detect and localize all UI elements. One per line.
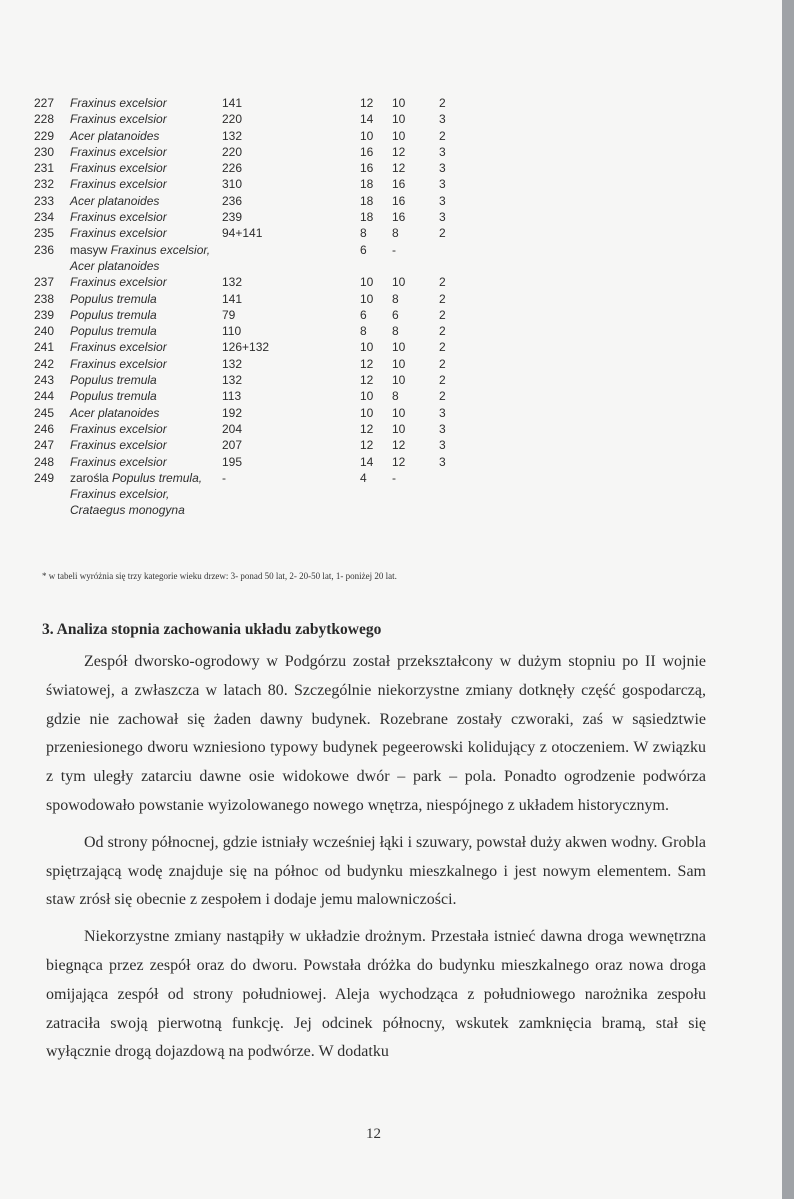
table-row [34,323,484,339]
table-row [34,144,484,160]
crown-diameter: 16 [392,210,406,225]
tree-height: 4 [360,470,367,485]
tree-height: 12 [360,356,374,371]
table-row [34,291,484,307]
species-cell [70,144,214,160]
species-name: Populus tremula [70,324,157,339]
trunk-circumference: 126+132 [222,340,270,355]
species-name: Fraxinus excelsior [70,340,167,355]
tree-number: 227 [34,96,55,110]
crown-diameter: 10 [392,421,406,436]
crown-diameter: 12 [392,144,406,159]
trunk-circumference: 310 [222,177,243,192]
tree-height: 10 [360,405,374,420]
tree-height: 8 [360,324,367,339]
species-cell [70,128,214,144]
age-category: 2 [439,291,446,306]
species-name: Fraxinus excelsior [70,454,167,469]
trunk-circumference: 220 [222,144,243,159]
table-row [34,111,484,127]
tree-number: 245 [34,405,55,420]
species-cell [70,421,214,437]
tree-height: 10 [360,275,374,290]
crown-diameter: 16 [392,177,406,192]
tree-height: 6 [360,307,367,322]
trunk-circumference: 113 [222,389,242,404]
tree-height: 10 [360,128,374,143]
species-prefix: zarośla [70,470,113,485]
crown-diameter: 10 [392,356,406,371]
species-cell [70,372,214,388]
tree-height: 10 [360,340,374,355]
species-name: Populus tremula [70,373,157,388]
species-cell [70,242,214,275]
age-category: 2 [439,96,446,110]
crown-diameter: 12 [392,438,406,453]
table-row [34,128,484,144]
table-row [34,405,484,421]
table-row [34,274,484,290]
species-name: Populus tremula [70,389,157,404]
species-cell [70,356,214,372]
species-name: Fraxinus excelsior [70,421,167,436]
table-row [34,160,484,176]
tree-number: 247 [34,438,55,453]
trunk-circumference: 132 [222,356,243,371]
paragraph: Zespół dworsko-ogrodowy w Podgórzu został przekształcony w dużym stopniu po II wojnie światowej, a zwłaszcza w latach 80. Szczególnie niekorzystne zmiany dotknęły część gospodarczą, gdzie nie zachował się żaden dawny budynek. Rozebrane zostały czworaki, zaś w sąsiedztwie przeniesionego dworu wzniesiono typowy budynek pegeerowski kolidujący z otoczeniem. W związku z tym uległy zatarciu dawne osie widokowe dwór – park – pola. Ponadto ogrodzenie podwórza spowodowało powstanie wyizolowanego nowego wnętrza, niespójnego z układem historycznym. [46,653,706,814]
tree-height: 10 [360,389,374,404]
age-category: 3 [439,144,446,159]
species-cell [70,437,214,453]
tree-number: 242 [34,356,55,371]
crown-diameter: 10 [392,405,406,420]
table-row [34,339,484,355]
age-category: 2 [439,275,446,290]
crown-diameter: 10 [392,340,406,355]
tree-number: 228 [34,112,55,127]
trunk-circumference: 220 [222,112,243,127]
tree-height: 16 [360,144,374,159]
species-name: Acer platanoides [70,128,160,143]
trunk-circumference: 204 [222,421,243,436]
age-category: 3 [439,454,446,469]
age-category: 3 [439,210,446,225]
crown-diameter: 10 [392,96,406,110]
crown-diameter: 8 [392,389,399,404]
tree-number: 236 [34,242,55,257]
species-cell [70,307,214,323]
tree-height: 6 [360,242,367,257]
species-cell [70,291,214,307]
species-cell [70,388,214,404]
age-category: 3 [439,177,446,192]
species-name: Populus tremula [70,291,157,306]
tree-number: 233 [34,193,55,208]
table-row [34,209,484,225]
trunk-circumference: 132 [222,373,243,388]
crown-diameter: 10 [392,112,406,127]
tree-height: 18 [360,177,374,192]
crown-diameter: 10 [392,373,406,388]
species-name: Fraxinus excelsior [70,438,167,453]
table-row [34,470,484,519]
species-cell [70,339,214,355]
tree-height: 18 [360,193,374,208]
tree-height: 12 [360,421,374,436]
crown-diameter: 16 [392,193,406,208]
species-name: Acer platanoides [70,405,160,420]
age-category: 3 [439,161,446,176]
age-category: 3 [439,438,446,453]
species-name: Fraxinus excelsior [70,96,167,110]
table-row [34,176,484,192]
table-row [34,356,484,372]
tree-number: 244 [34,389,55,404]
age-category: 3 [439,193,446,208]
species-cell [70,323,214,339]
species-name: Fraxinus excelsior [70,356,167,371]
species-name: Fraxinus excelsior [70,210,167,225]
trunk-circumference: 239 [222,210,243,225]
age-category: 2 [439,307,446,322]
table-row [34,225,484,241]
tree-height: 14 [360,454,374,469]
species-cell [70,470,214,519]
paragraph: Od strony północnej, gdzie istniały wcześniej łąki i szuwary, powstał duży akwen wodny. Grobla spiętrzającą wodę znajduje się na północ od budynku mieszkalnego i jest nowym elementem. Sam staw zrósł się obecnie z zespołem i dodaje jemu malowniczości. [46,833,706,909]
tree-number: 241 [34,340,55,355]
age-category: 2 [439,373,446,388]
species-name: Populus tremula [70,307,157,322]
age-category: 2 [439,324,446,339]
tree-number: 237 [34,275,55,290]
tree-number: 249 [34,470,55,485]
trunk-circumference: 192 [222,405,243,420]
trunk-circumference: 141 [222,291,243,306]
tree-number: 234 [34,210,55,225]
table-row [34,307,484,323]
crown-diameter: 12 [392,454,406,469]
section-heading: 3. Analiza stopnia zachowania układu zabytkowego [42,621,382,638]
tree-height: 12 [360,373,374,388]
age-category: 2 [439,389,446,404]
tree-height: 12 [360,96,374,110]
crown-diameter: 10 [392,275,406,290]
crown-diameter: 8 [392,291,399,306]
age-category: 2 [439,128,446,143]
species-prefix: masyw [70,242,111,257]
species-cell [70,225,214,241]
page-number: 12 [366,1126,381,1142]
table-row [34,372,484,388]
trunk-circumference: 132 [222,275,243,290]
tree-height: 12 [360,438,374,453]
tree-height: 8 [360,226,367,241]
trunk-circumference: 110 [222,324,242,339]
species-name: Fraxinus excelsior [70,226,167,241]
species-name: Fraxinus excelsior [70,161,167,176]
species-cell [70,405,214,421]
crown-diameter: 8 [392,324,399,339]
trunk-circumference: 79 [222,307,236,322]
species-cell [70,95,214,111]
table-row [34,421,484,437]
table-row [34,454,484,470]
trunk-circumference: 141 [222,96,243,110]
species-cell [70,274,214,290]
species-name: Fraxinus excelsior [70,144,167,159]
species-cell [70,160,214,176]
age-category: 2 [439,340,446,355]
species-name: Fraxinus excelsior, Acer platanoides [70,242,211,273]
species-cell [70,193,214,209]
crown-diameter: 12 [392,161,406,176]
trunk-circumference: - [222,470,226,485]
tree-height: 14 [360,112,374,127]
species-name: Fraxinus excelsior [70,177,167,192]
trunk-circumference: 236 [222,193,243,208]
trunk-circumference: 195 [222,454,243,469]
tree-number: 248 [34,454,55,469]
trunk-circumference: 226 [222,161,243,176]
trunk-circumference: 94+141 [222,226,263,241]
table-footnote: * w tabeli wyróżnia się trzy kategorie wieku drzew: 3- ponad 50 lat, 2- 20-50 lat, 1- poniżej 20 lat. [42,571,397,581]
table-row [34,388,484,404]
species-name: Populus tremula, Fraxinus excelsior, Crataegus monogyna [70,470,203,518]
table-row [34,242,484,275]
crown-diameter: 6 [392,307,399,322]
tree-number: 238 [34,291,55,306]
table-row [34,193,484,209]
scan-edge [782,0,794,1199]
species-name: Fraxinus excelsior [70,275,167,290]
tree-number: 231 [34,161,55,176]
trunk-circumference: 132 [222,128,243,143]
tree-number: 239 [34,307,55,322]
crown-diameter: - [392,470,396,485]
species-cell [70,209,214,225]
table-row [34,437,484,453]
species-name: Fraxinus excelsior [70,112,167,127]
age-category: 3 [439,112,446,127]
species-cell [70,111,214,127]
tree-height: 10 [360,291,374,306]
tree-height: 18 [360,210,374,225]
tree-number: 246 [34,421,55,436]
tree-number: 230 [34,144,55,159]
crown-diameter: - [392,242,396,257]
tree-number: 235 [34,226,55,241]
trunk-circumference: 207 [222,438,243,453]
tree-number: 240 [34,324,55,339]
species-name: Acer platanoides [70,193,160,208]
species-cell [70,176,214,192]
age-category: 3 [439,405,446,420]
crown-diameter: 10 [392,128,406,143]
species-cell [70,454,214,470]
tree-number: 229 [34,128,55,143]
table-row [34,95,484,111]
tree-number: 232 [34,177,55,192]
section-body [46,648,706,1075]
tree-inventory-table [34,95,484,519]
paragraph: Niekorzystne zmiany nastąpiły w układzie drożnym. Przestała istnieć dawna droga wewnętrzna biegnąca przez zespół oraz do dworu. Powstała dróżka do budynku mieszkalnego oraz nowa droga omijająca zespół od strony południowej. Aleja wychodząca z południowego narożnika zespołu zatraciła swoją pierwotną funkcję. Jej odcinek północny, wskutek zamknięcia bramą, stał się wyłącznie drogą dojazdową na podwórze. W dodatku [46,928,706,1061]
age-category: 2 [439,226,446,241]
age-category: 2 [439,356,446,371]
tree-number: 243 [34,373,55,388]
tree-height: 16 [360,161,374,176]
age-category: 3 [439,421,446,436]
crown-diameter: 8 [392,226,399,241]
